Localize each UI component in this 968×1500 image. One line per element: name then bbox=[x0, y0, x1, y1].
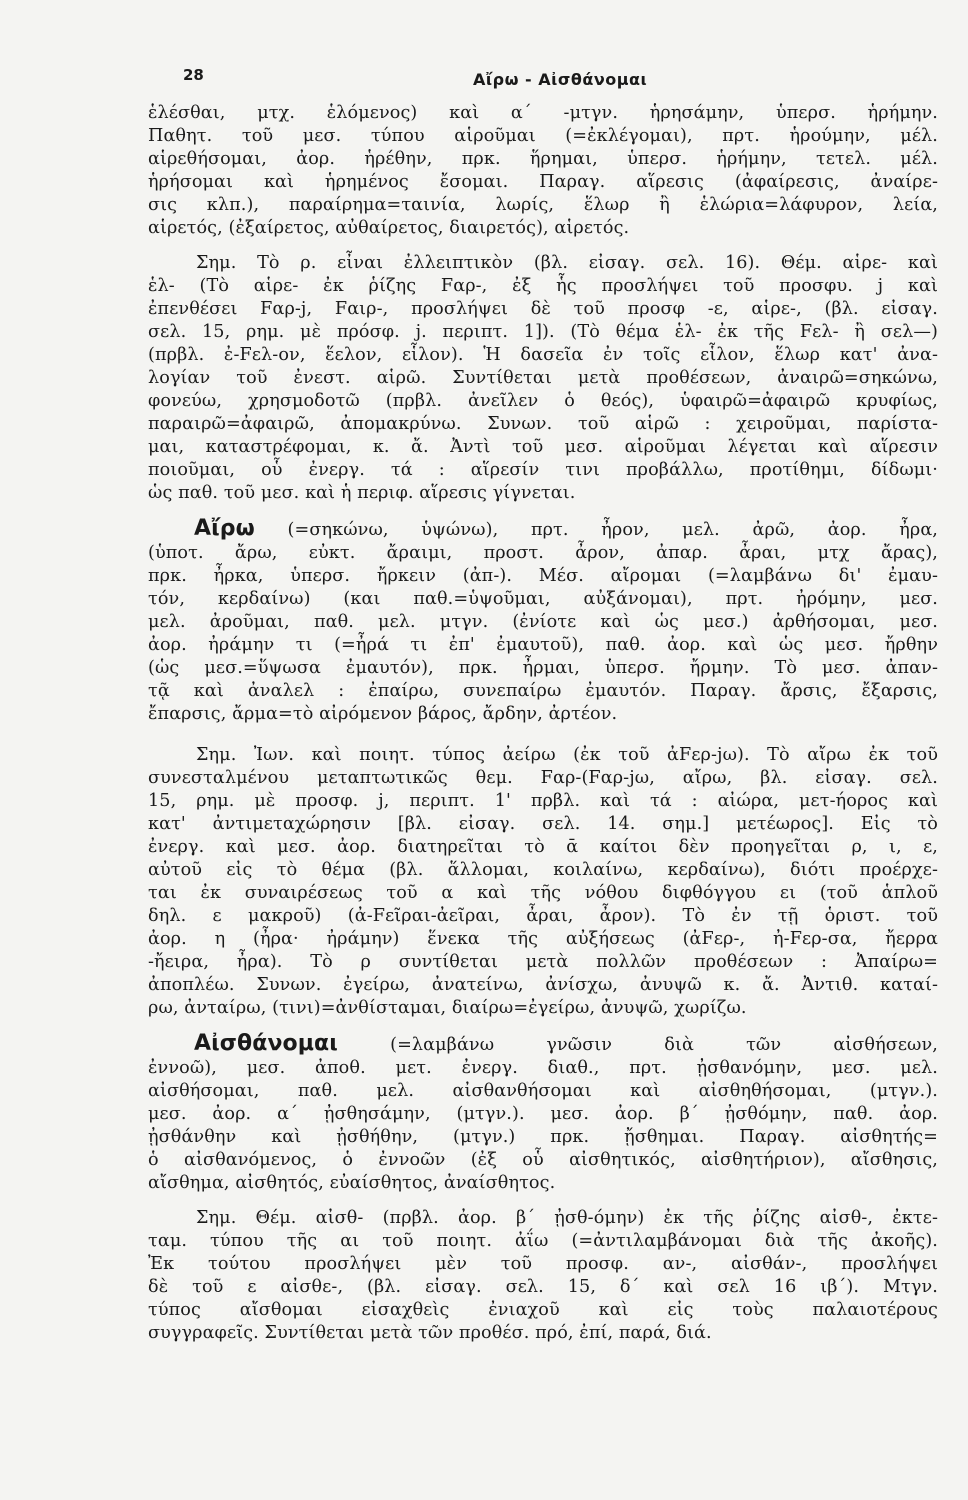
text-line bbox=[148, 517, 938, 542]
text-line: Σημ. Θέμ. αἰσθ- (πρβλ. ἀορ. β΄ ᾐσθ-όμην) ἐκ τῆς ῥίζης αἰσθ-, ἐκτε- bbox=[196, 1208, 938, 1228]
entry-headword: Αἴρω bbox=[194, 516, 255, 541]
text-line: ἑλ- (Τὸ αἱρε- ἐκ ῥίζης Fαρ-, ἐξ ἧς προσλήψει τοῦ προσφυ. j καὶ bbox=[148, 276, 938, 296]
text-line: σις κλπ.), παραίρημα=ταινία, λωρίς, ἕλωρ ἢ ἑλώρια=λάφυρον, λεία, bbox=[148, 195, 938, 215]
text-line: αἴσθημα, αἰσθητός, εὐαίσθητος, ἀναίσθητος. bbox=[148, 1173, 556, 1193]
text-line: Παθητ. τοῦ μεσ. τύπου αἱροῦμαι (=ἐκλέγομαι), πρτ. ἡρούμην, μέλ. bbox=[148, 126, 938, 146]
text-line: σελ. 15, ρημ. μὲ πρόσφ. j. περιπτ. 1]). (Τὸ θέμα ἑλ- ἐκ τῆς Fελ- ἢ σελ—) bbox=[148, 322, 938, 342]
text-line: συνεσταλμένου μεταπτωτικῶς θεμ. Fαρ-(Fαρ-jω, αἴρω, βλ. εἰσαγ. σελ. bbox=[148, 768, 938, 788]
text-line: Σημ. Τὸ ρ. εἶναι ἐλλειπτικὸν (βλ. εἰσαγ. σελ. 16). Θέμ. αἱρε- καὶ bbox=[196, 253, 938, 273]
entry-first-line: (=σηκώνω, ὑψώνω), πρτ. ἦρον, μελ. ἀρῶ, ἀορ. ἦρα, bbox=[287, 520, 938, 540]
text-line: (ὡς μεσ.=ὕψωσα ἐμαυτόν), πρκ. ἦρμαι, ὑπερσ. ἤρμην. Τὸ μεσ. ἀπαν- bbox=[148, 658, 938, 678]
text-line: αἱρετός, (ἐξαίρετος, αὐθαίρετος, διαιρετός), αἱρετός. bbox=[148, 218, 630, 238]
text-line: ποιοῦμαι, οὗ ἐνεργ. τά : αἵρεσίν τινι προβάλλω, προτίθημι, δίδωμι· bbox=[148, 460, 938, 480]
text-line: -ἤειρα, ἦρα). Τὸ ρ συντίθεται μετὰ πολλῶν προθέσεων : Ἀπαίρω= bbox=[148, 952, 938, 972]
text-line: ὁ αἰσθανόμενος, ὁ ἐννοῶν (ἐξ οὗ αἰσθητικός, αἰσθητήριον), αἴσθησις, bbox=[148, 1150, 938, 1170]
note-paragraph bbox=[148, 252, 938, 505]
text-line: μαι, καταστρέφομαι, κ. ἄ. Ἀντὶ τοῦ μεσ. αἱροῦμαι λέγεται καὶ αἵρεσιν bbox=[148, 437, 938, 457]
text-line: τόν, κερδαίνω) (και παθ.=ὑψοῦμαι, αὐξάνομαι), πρτ. ἠρόμην, μεσ. bbox=[148, 589, 938, 609]
text-line: (πρβλ. ἐ-Fελ-ον, ἕελον, εἷλον). Ἡ δασεῖα ἐν τοῖς εἷλον, ἕλωρ κατ' ἀνα- bbox=[148, 345, 938, 365]
text-line: Ἐκ τούτου προσλήψει μὲν τοῦ προσφ. αν-, αἰσθάν-, προσλήψει bbox=[148, 1254, 938, 1274]
text-line: ἔπαρσις, ἄρμα=τὸ αἰρόμενον βάρος, ἄρδην, ἀρτέον. bbox=[148, 704, 618, 724]
entry-first-line: (=λαμβάνω γνῶσιν διὰ τῶν αἰσθήσεων, bbox=[390, 1035, 938, 1055]
text-line: τύπος αἴσθομαι εἰσαχθεὶς ἐνιαχοῦ καὶ εἰς τοὺς παλαιοτέρους bbox=[148, 1300, 938, 1320]
running-head: Αἴρω - Αἰσθάνομαι bbox=[473, 70, 648, 89]
text-line: ἀορ. ἠράμην τι (=ἦρά τι ἐπ' ἐμαυτοῦ), παθ. ἀορ. καὶ ὡς μεσ. ἤρθην bbox=[148, 635, 938, 655]
dictionary-entry-aisthanomai bbox=[148, 1032, 938, 1195]
text-line: αἰσθήσομαι, παθ. μελ. αἰσθανθήσομαι καὶ αἰσθηθήσομαι, (μτγν.). bbox=[148, 1081, 938, 1101]
text-line: Σημ. Ἰων. καὶ ποιητ. τύπος ἀείρω (ἐκ τοῦ ἀFερ-jω). Τὸ αἴρω ἐκ τοῦ bbox=[196, 745, 938, 765]
note-paragraph bbox=[148, 744, 938, 1020]
text-line: ἀορ. η (ἦρα· ἠράμην) ἕνεκα τῆς αὐξήσεως (ἀFερ-, ἠ-Fερ-σα, ἤερρα bbox=[148, 929, 938, 949]
text-line: ἡρήσομαι καὶ ἡρημένος ἔσομαι. Παραγ. αἵρεσις (ἀφαίρεσις, ἀναίρε- bbox=[148, 172, 938, 192]
text-line: ἐπενθέσει Fαρ-j, Fαιρ-, προσλήψει δὲ τοῦ προσφ -ε, αἱρε-, (βλ. εἰσαγ. bbox=[148, 299, 938, 319]
text-line: κατ' ἀντιμεταχώρησιν [βλ. εἰσαγ. σελ. 14. σημ.] μετέωρος]. Εἰς τὸ bbox=[148, 814, 938, 834]
dictionary-entry-airo bbox=[148, 517, 938, 726]
entry-headword: Αἰσθάνομαι bbox=[194, 1031, 338, 1056]
text-line: δηλ. ε μακροῦ) (ἀ-Fεῖραι-ἀεῖραι, ἆραι, ἆρον). Τὸ ἐν τῇ ὁριστ. τοῦ bbox=[148, 906, 938, 926]
text-line: αὐτοῦ εἰς τὸ θέμα (βλ. ἅλλομαι, κοιλαίνω, κερδαίνω), διότι προέρχε- bbox=[148, 860, 938, 880]
text-line: ταμ. τύπου τῆς αι τοῦ ποιητ. ἀΐω (=ἀντιλαμβάνομαι διὰ τῆς ἀκοῆς). bbox=[148, 1231, 938, 1251]
text-line: παραιρῶ=ἀφαιρῶ, ἀπομακρύνω. Συνων. τοῦ αἱρῶ : χειροῦμαι, παρίστα- bbox=[148, 414, 938, 434]
text-line: μεσ. ἀορ. α΄ ᾐσθησάμην, (μτγν.). μεσ. ἀορ. β΄ ᾐσθόμην, παθ. ἀορ. bbox=[148, 1104, 938, 1124]
text-line: ἐννοῶ), μεσ. ἀποθ. μετ. ἐνεργ. διαθ., πρτ. ᾐσθανόμην, μεσ. μελ. bbox=[148, 1058, 938, 1078]
text-line bbox=[148, 1032, 938, 1057]
text-line: μελ. ἀροῦμαι, παθ. μελ. μτγν. (ἐνίοτε καὶ ὡς μεσ.) ἀρθήσομαι, μεσ. bbox=[148, 612, 938, 632]
text-line: ἐνεργ. καὶ μεσ. ἀορ. διατηρεῖται τὸ ᾱ καίτοι δὲν προηγεῖται ρ, ι, ε, bbox=[148, 837, 938, 857]
text-line: ται ἐκ συναιρέσεως τοῦ α καὶ τῆς νόθου διφθόγγου ει (τοῦ ἁπλοῦ bbox=[148, 883, 938, 903]
page-header bbox=[148, 58, 938, 102]
text-line: (ὑποτ. ἄρω, εὐκτ. ἄραιμι, προστ. ἆρον, ἀπαρ. ἆραι, μτχ ἄρας), bbox=[148, 543, 938, 563]
text-line: αἱρεθήσομαι, ἀορ. ἡρέθην, πρκ. ἥρημαι, ὑπερσ. ἡρήμην, τετελ. μέλ. bbox=[148, 149, 938, 169]
text-line: ᾐσθάνθην καὶ ᾐσθήθην, (μτγν.) πρκ. ᾔσθημαι. Παραγ. αἰσθητής= bbox=[148, 1127, 938, 1147]
text-line: συγγραφεῖς. Συντίθεται μετὰ τῶν προθέσ. πρό, ἐπί, παρά, διά. bbox=[148, 1323, 712, 1343]
text-line: δὲ τοῦ ε αἰσθε-, (βλ. εἰσαγ. σελ. 15, δ΄ καὶ σελ 16 ιβ΄). Μτγν. bbox=[148, 1277, 938, 1297]
text-line: τᾷ καὶ ἀναλελ : ἐπαίρω, συνεπαίρω ἐμαυτόν. Παραγ. ἄρσις, ἔξαρσις, bbox=[148, 681, 938, 701]
note-paragraph bbox=[148, 1207, 938, 1345]
text-line: φονεύω, χρησμοδοτῶ (πρβλ. ἀνεῖλεν ὁ θεός), ὑφαιρῶ=ἀφαιρῶ κρυφίως, bbox=[148, 391, 938, 411]
text-line: ὡς παθ. τοῦ μεσ. καὶ ἡ περιφ. αἵρεσις γίγνεται. bbox=[148, 483, 576, 503]
page-number: 28 bbox=[183, 66, 204, 84]
text-line: ρω, ἀνταίρω, (τινι)=ἀνθίσταμαι, διαίρω=ἐγείρω, ἀνυψῶ, χωρίζω. bbox=[148, 998, 747, 1018]
text-line: λογίαν τοῦ ἐνεστ. αἱρῶ. Συντίθεται μετὰ προθέσεων, ἀναιρῶ=σηκώνω, bbox=[148, 368, 938, 388]
text-line: πρκ. ἦρκα, ὑπερσ. ἤρκειν (ἀπ-). Μέσ. αἴρομαι (=λαμβάνω δι' ἐμαυ- bbox=[148, 566, 938, 586]
text-line: 15, ρημ. μὲ προσφ. j, περιπτ. 1' πρβλ. καὶ τά : αἰώρα, μετ-ήορος καὶ bbox=[148, 791, 938, 811]
text-line: ἑλέσθαι, μτχ. ἑλόμενος) καὶ α΄ -μτγν. ἡρησάμην, ὑπερσ. ἡρήμην. bbox=[148, 103, 938, 123]
paragraph-continuation bbox=[148, 102, 938, 240]
text-line: ἀποπλέω. Συνων. ἐγείρω, ἀνατείνω, ἀνίσχω, ἀνυψῶ κ. ἄ. Ἀντιθ. καταί- bbox=[148, 975, 938, 995]
